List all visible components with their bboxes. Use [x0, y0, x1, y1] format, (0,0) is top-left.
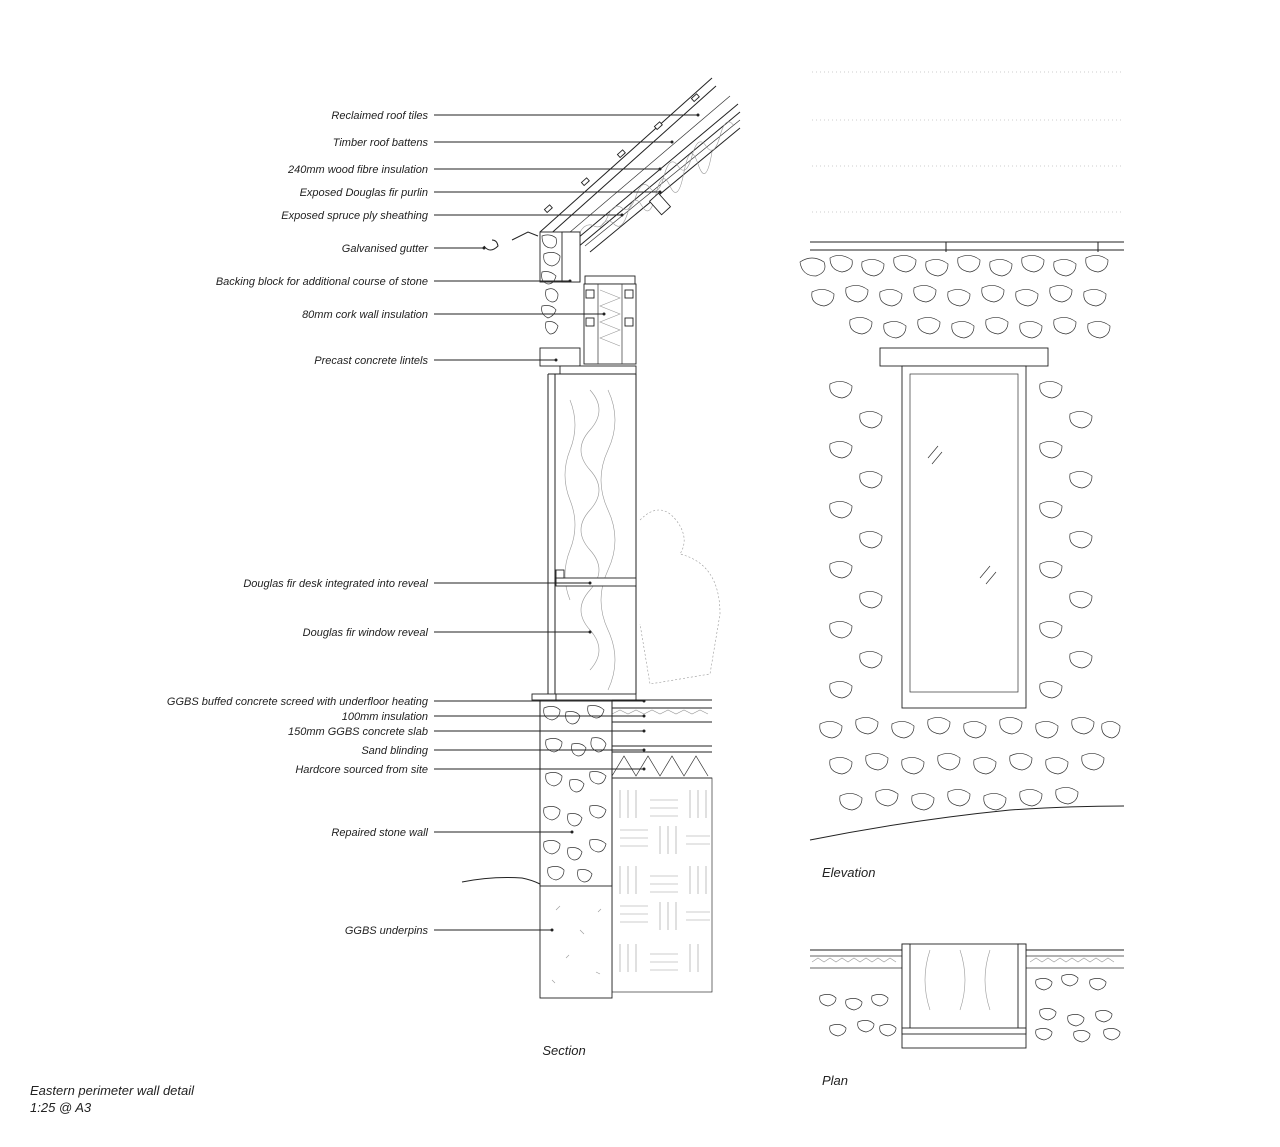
- label-wood-fibre-insulation: [287, 164, 662, 176]
- label-text: Repaired stone wall: [331, 827, 428, 839]
- label-text: Reclaimed roof tiles: [331, 110, 428, 122]
- label-spruce-ply-sheathing: [281, 210, 623, 222]
- roof-build-up: [484, 78, 740, 252]
- label-text: 240mm wood fibre insulation: [287, 164, 428, 176]
- plan-drawing: [810, 944, 1124, 1048]
- label-cork-wall-insulation: [302, 309, 605, 321]
- plan-caption: Plan: [822, 1073, 849, 1088]
- label-hardcore: [295, 764, 645, 776]
- section-caption: Section: [542, 1043, 586, 1058]
- label-text: Douglas fir window reveal: [302, 627, 428, 639]
- label-text: GGBS buffed concrete screed with underfloor heating: [166, 696, 428, 708]
- label-galvanised-gutter: [342, 243, 486, 255]
- label-text: Galvanised gutter: [341, 243, 428, 255]
- label-text: Backing block for additional course of stone: [215, 276, 428, 288]
- wall-head: [540, 232, 636, 374]
- label-text: GGBS underpins: [344, 925, 428, 937]
- label-sand-blinding: [361, 745, 645, 757]
- label-text: Exposed Douglas fir purlin: [299, 187, 428, 199]
- label-text: 80mm cork wall insulation: [302, 309, 428, 321]
- label-text: Exposed spruce ply sheathing: [281, 210, 428, 222]
- label-douglas-fir-desk: [243, 578, 591, 590]
- label-ggbs-underpins: [345, 925, 554, 937]
- label-text: 150mm GGBS concrete slab: [287, 726, 428, 738]
- elevation-drawing: [800, 72, 1124, 840]
- label-text: 100mm insulation: [341, 711, 428, 723]
- label-text: Sand blinding: [361, 745, 428, 757]
- drawing-scale: 1:25 @ A3: [30, 1100, 92, 1115]
- section-labels: [167, 110, 700, 937]
- label-concrete-slab: [288, 726, 646, 738]
- stone-wall-lower: [462, 700, 612, 998]
- label-repaired-stone-wall: [331, 827, 573, 839]
- label-douglas-fir-purlin: [300, 187, 662, 199]
- label-precast-concrete-lintels: [314, 355, 557, 367]
- label-timber-roof-battens: [333, 137, 674, 149]
- floor-build-up: [612, 700, 712, 992]
- label-text: Timber roof battens: [332, 137, 428, 149]
- label-text: Hardcore sourced from site: [295, 764, 428, 776]
- title-block: [30, 1083, 195, 1115]
- elevation-caption: Elevation: [822, 865, 876, 880]
- section-drawing: [462, 78, 740, 998]
- label-backing-block: [216, 276, 572, 288]
- label-text: Douglas fir desk integrated into reveal: [243, 578, 428, 590]
- label-text: Precast concrete lintels: [314, 355, 428, 367]
- label-reclaimed-roof-tiles: [331, 110, 699, 122]
- window-reveal: [532, 374, 720, 700]
- drawing-title: Eastern perimeter wall detail: [30, 1083, 195, 1098]
